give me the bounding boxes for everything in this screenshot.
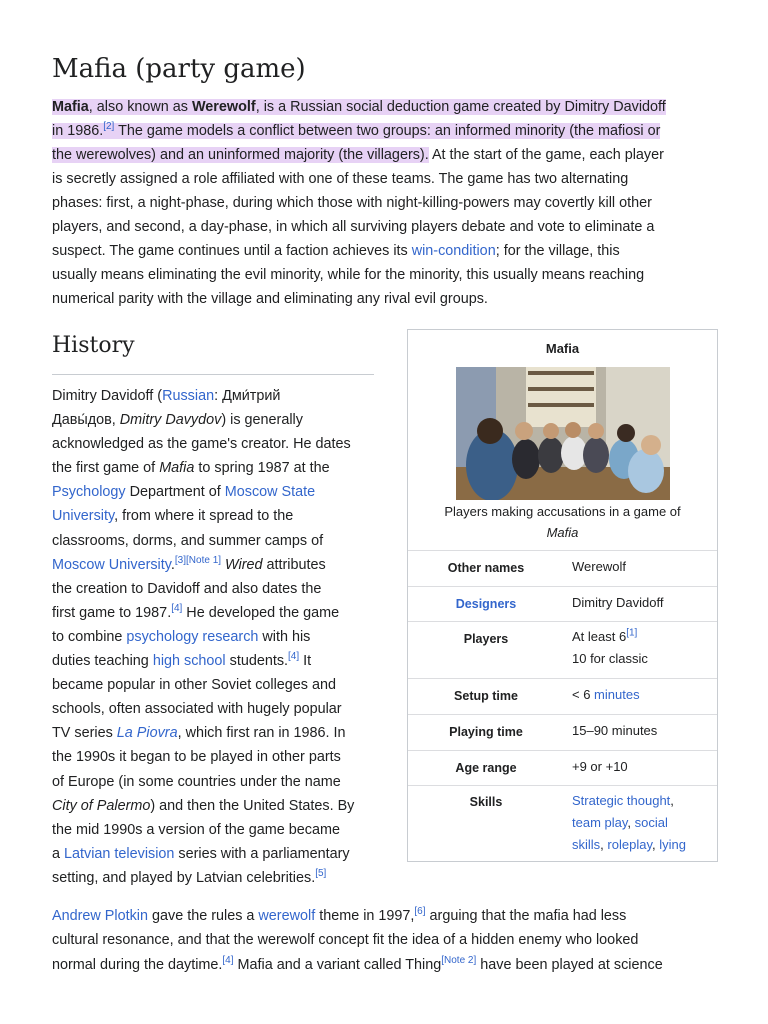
citation-link[interactable]: [2]: [103, 121, 115, 133]
link-la-piovra[interactable]: La Piovra: [116, 725, 178, 742]
highlighted-text: in 1986.[2] The game models a conflict between two groups: an informed minority (the mafiosi or: [52, 121, 661, 139]
link-team-play[interactable]: team play: [572, 815, 628, 830]
link-russian[interactable]: Russian: [162, 388, 215, 404]
link-lying[interactable]: lying: [659, 837, 686, 852]
link-social-skills[interactable]: social: [634, 815, 668, 830]
page-title: Mafia (party game): [52, 54, 306, 84]
citation-link[interactable]: [4]: [171, 603, 183, 615]
highlighted-text: Mafia, also known as Werewolf, is a Russian social deduction game created by Dimitry Davidoff: [52, 99, 666, 115]
link-moscow-state-university[interactable]: Moscow State: [224, 484, 316, 501]
infobox-row-playing-time: Playing time 15–90 minutes: [408, 714, 717, 750]
link-social-skills[interactable]: skills: [572, 837, 601, 852]
link-designers[interactable]: Designers: [455, 597, 517, 611]
history-paragraph-2: Andrew Plotkin gave the rules a werewolf theme in 1997,[6] arguing that the mafia had less cultural resonance, and that the werewolf concept fit the idea of a hidden enemy who looked normal during the daytime.[4] Mafia and a variant called Thing[Note 2] have been played at science: [52, 906, 663, 973]
link-psychology[interactable]: Psychology: [52, 484, 126, 501]
citation-link[interactable]: [5]: [315, 868, 327, 880]
section-heading-history: History: [52, 330, 374, 375]
intro-paragraph: Mafia, also known as Werewolf, is a Russian social deduction game created by Dimitry Davidoff in 1986.[2] The game models a conflict between two groups: an informed minority (the mafiosi or the werewolves) and an uninformed majority (the villagers). At the start of the game, each player is secretly assigned a role affiliated with one of these teams. The game has two alternating phases: first, a night-phase, during which those with night-killing-powers may covertly kill other players, and second, a day-phase, in which all surviving players debate and vote to eliminate a suspect. The game continues until a faction achieves its win-condition; for the village, this usually means eliminating the evil minority, while for the minority, this usually means reaching numerical parity with the village and eliminating any rival evil groups.: [52, 99, 666, 307]
infobox-row-players: Players At least 6[1] 10 for classic: [408, 621, 717, 678]
players-photo-illustration: [456, 367, 670, 500]
infobox: [407, 329, 718, 862]
infobox-caption: Players making accusations in a game of Mafia: [444, 504, 681, 540]
link-strategic-thought[interactable]: Strategic thought: [572, 793, 671, 808]
link-latvian-television[interactable]: Latvian television: [64, 845, 175, 862]
bold-term: Werewolf: [191, 99, 256, 115]
infobox-row-designers: Designers Dimitry Davidoff: [408, 586, 717, 621]
citation-link[interactable]: [4]: [222, 954, 234, 966]
infobox-row-age-range: Age range +9 or +10: [408, 750, 717, 785]
infobox-row-other-names: Other names Werewolf: [408, 550, 717, 586]
citation-link[interactable]: [3]: [174, 554, 187, 566]
infobox-row-setup-time: Setup time < 6 minutes: [408, 678, 717, 714]
infobox-row-skills: Skills Strategic thought, team play, social skills, roleplay, lying: [408, 785, 717, 862]
link-andrew-plotkin[interactable]: Andrew Plotkin: [52, 908, 148, 924]
infobox-title: Mafia: [545, 341, 580, 356]
bold-term: Mafia: [52, 99, 89, 115]
link-werewolf[interactable]: werewolf: [258, 908, 316, 924]
citation-link[interactable]: [6]: [414, 906, 426, 918]
history-paragraph: Dimitry Davidoff (Russian: Дми́трий Давы́дов, Dmitry Davydov) is generally acknowledged as the game's creator. He dates the first game of Mafia to spring 1987 at the Psychology Department of Moscow State University, from where it spread to the classrooms, dorms, and summer camps of Moscow University.[3][Note 1] Wired attributes the creation to Davidoff and also dates the first game to 1987.[4] He developed the game to combine psychology research with his duties teaching high school students.[4] It became popular in other Soviet colleges and schools, often associated with hugely popular TV series La Piovra, which first ran in 1986. In the 1990s it began to be played in other parts of Europe (in some countries under the name City of Palermo) and then the United States. By the mid 1990s a version of the game became a Latvian television series with a parliamentary setting, and played by Latvian celebrities.[5]: [52, 388, 355, 886]
citation-link[interactable]: [4]: [288, 651, 300, 663]
link-roleplay[interactable]: roleplay: [607, 837, 652, 852]
note-link[interactable]: [Note 2]: [441, 954, 477, 966]
link-moscow-university[interactable]: Moscow University: [52, 556, 171, 573]
link-high-school[interactable]: high school: [152, 653, 226, 670]
link-minutes[interactable]: minutes: [594, 687, 640, 702]
link-win-condition[interactable]: win-condition: [411, 243, 496, 259]
citation-link[interactable]: [1]: [626, 627, 638, 639]
note-link[interactable]: [Note 1]: [186, 554, 222, 566]
link-psychology-research[interactable]: psychology research: [126, 628, 259, 645]
infobox-photo[interactable]: [456, 367, 670, 500]
link-moscow-state-university[interactable]: University: [52, 508, 115, 525]
highlighted-text: the werewolves) and an uninformed majority (the villagers).: [52, 147, 429, 163]
